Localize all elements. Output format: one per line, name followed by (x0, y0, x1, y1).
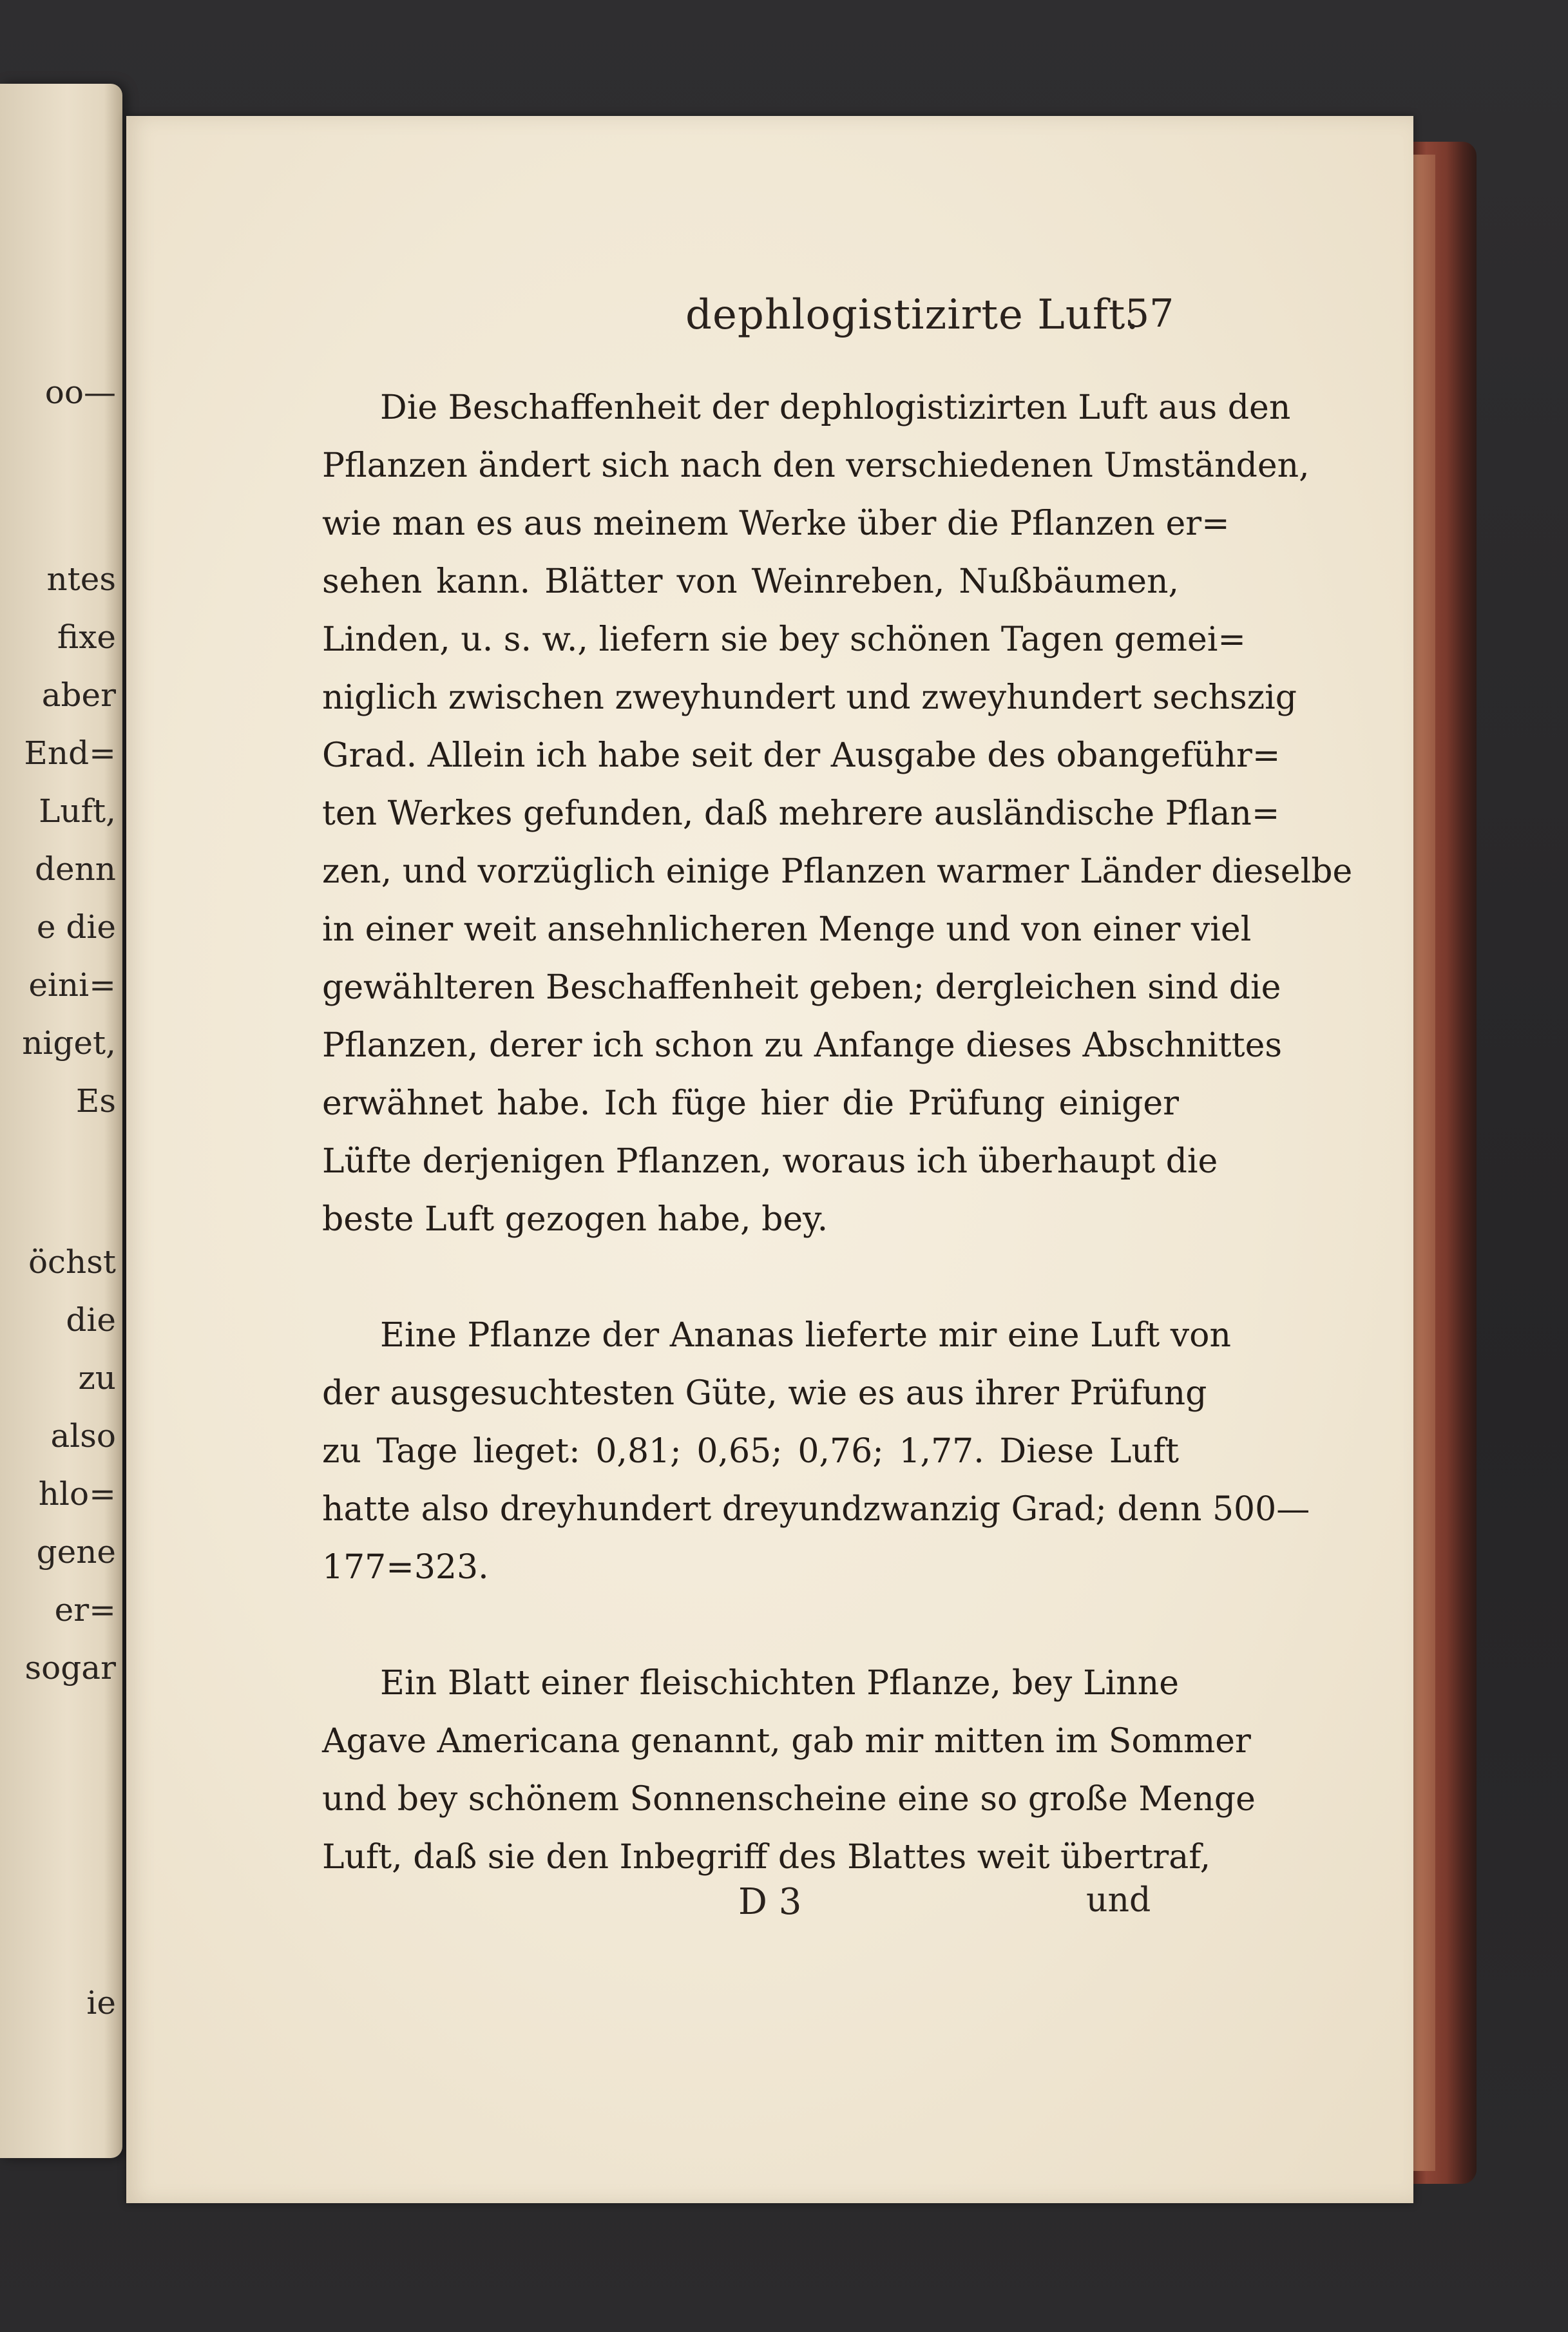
left-page-fragment: End= (24, 734, 116, 772)
left-page-fragment: gene (36, 1533, 116, 1571)
text-line: zen, und vorzüglich einige Pflanzen warmer Länder dieselbe (322, 852, 1353, 891)
text-line: 177=323. (322, 1548, 489, 1587)
text-line: sehen kann. Blätter von Weinreben, Nußbäumen, (322, 562, 1179, 601)
left-page-fragment: oo— (44, 374, 116, 411)
text-line: in einer weit ansehnlicheren Menge und von einer viel (322, 910, 1252, 949)
paragraph-2 (322, 1306, 1310, 1596)
left-page-fragment: sogar (24, 1649, 116, 1687)
left-page-fragment: denn (34, 850, 116, 888)
text-line: Pflanzen ändert sich nach den verschiedenen Umständen, (322, 446, 1310, 485)
text-line: niglich zwischen zweyhundert und zweyhundert sechszig (322, 678, 1297, 717)
text-line: der ausgesuchtesten Güte, wie es aus ihrer Prüfung (322, 1374, 1207, 1413)
text-line: Luft, daß sie den Inbegriff des Blattes weit übertraf, (322, 1838, 1211, 1877)
paragraph-3 (322, 1654, 1256, 1886)
left-page-fragment: er= (54, 1591, 116, 1629)
text-line: Grad. Allein ich habe seit der Ausgabe des obangeführ= (322, 736, 1281, 775)
left-page-fragment: zu (78, 1359, 116, 1397)
text-line: Ein Blatt einer fleischichten Pflanze, bey Linne (380, 1664, 1179, 1703)
left-page-fragment: Luft, (39, 792, 116, 830)
paragraph-gap (322, 1596, 1179, 1654)
left-page-fragment: ntes (46, 560, 116, 598)
page-header (126, 291, 1413, 343)
left-page-fragment: die (66, 1301, 116, 1339)
text-line: hatte also dreyhundert dreyundzwanzig Grad; denn 500— (322, 1490, 1310, 1529)
text-line: zu Tage lieget: 0,81; 0,65; 0,76; 1,77. Diese Luft (322, 1432, 1179, 1471)
text-line: Agave Americana genannt, gab mir mitten im Sommer (322, 1722, 1251, 1761)
left-page-fragment: eini= (28, 966, 116, 1004)
text-line: Linden, u. s. w., liefern sie bey schönen Tagen gemei= (322, 620, 1246, 659)
paragraph-1 (322, 379, 1353, 1248)
body-text (322, 379, 1353, 1886)
page-footer (126, 1881, 1413, 1933)
left-page-fragment: ie (86, 1984, 116, 2021)
running-head: dephlogistizirte Luft. (685, 291, 1140, 339)
text-line: Die Beschaffenheit der dephlogistizirten Luft aus den (380, 388, 1291, 427)
left-facing-page (0, 84, 122, 2158)
left-page-fragment: Es (75, 1082, 116, 1120)
left-page-fragment: aber (41, 676, 116, 714)
left-page-fragment: hlo= (38, 1475, 116, 1513)
catchword: und (1086, 1881, 1151, 1920)
left-page-fragment: fixe (57, 618, 116, 656)
text-line: ten Werkes gefunden, daß mehrere ausländische Pflan= (322, 794, 1280, 833)
text-line: und bey schönem Sonnenscheine eine so große Menge (322, 1780, 1256, 1819)
text-line: Pflanzen, derer ich schon zu Anfange dieses Abschnittes (322, 1026, 1283, 1065)
text-line: beste Luft gezogen habe, bey. (322, 1200, 828, 1239)
left-page-fragment: also (50, 1417, 116, 1455)
text-line: Eine Pflanze der Ananas lieferte mir eine Luft von (380, 1316, 1231, 1355)
text-line: Lüfte derjenigen Pflanzen, woraus ich überhaupt die (322, 1142, 1218, 1181)
text-line: erwähnet habe. Ich füge hier die Prüfung einiger (322, 1084, 1179, 1123)
page-number: 57 (1125, 291, 1174, 336)
left-page-fragment: e die (36, 908, 116, 946)
signature-mark: D 3 (738, 1881, 802, 1923)
book-binding-inner (1410, 155, 1435, 2171)
text-line: gewählteren Beschaffenheit geben; dergleichen sind die (322, 968, 1281, 1007)
text-line: wie man es aus meinem Werke über die Pflanzen er= (322, 504, 1230, 543)
left-page-fragment: öchst (28, 1243, 116, 1281)
left-page-fragment: niget, (22, 1024, 116, 1062)
paragraph-gap (322, 1248, 1179, 1306)
